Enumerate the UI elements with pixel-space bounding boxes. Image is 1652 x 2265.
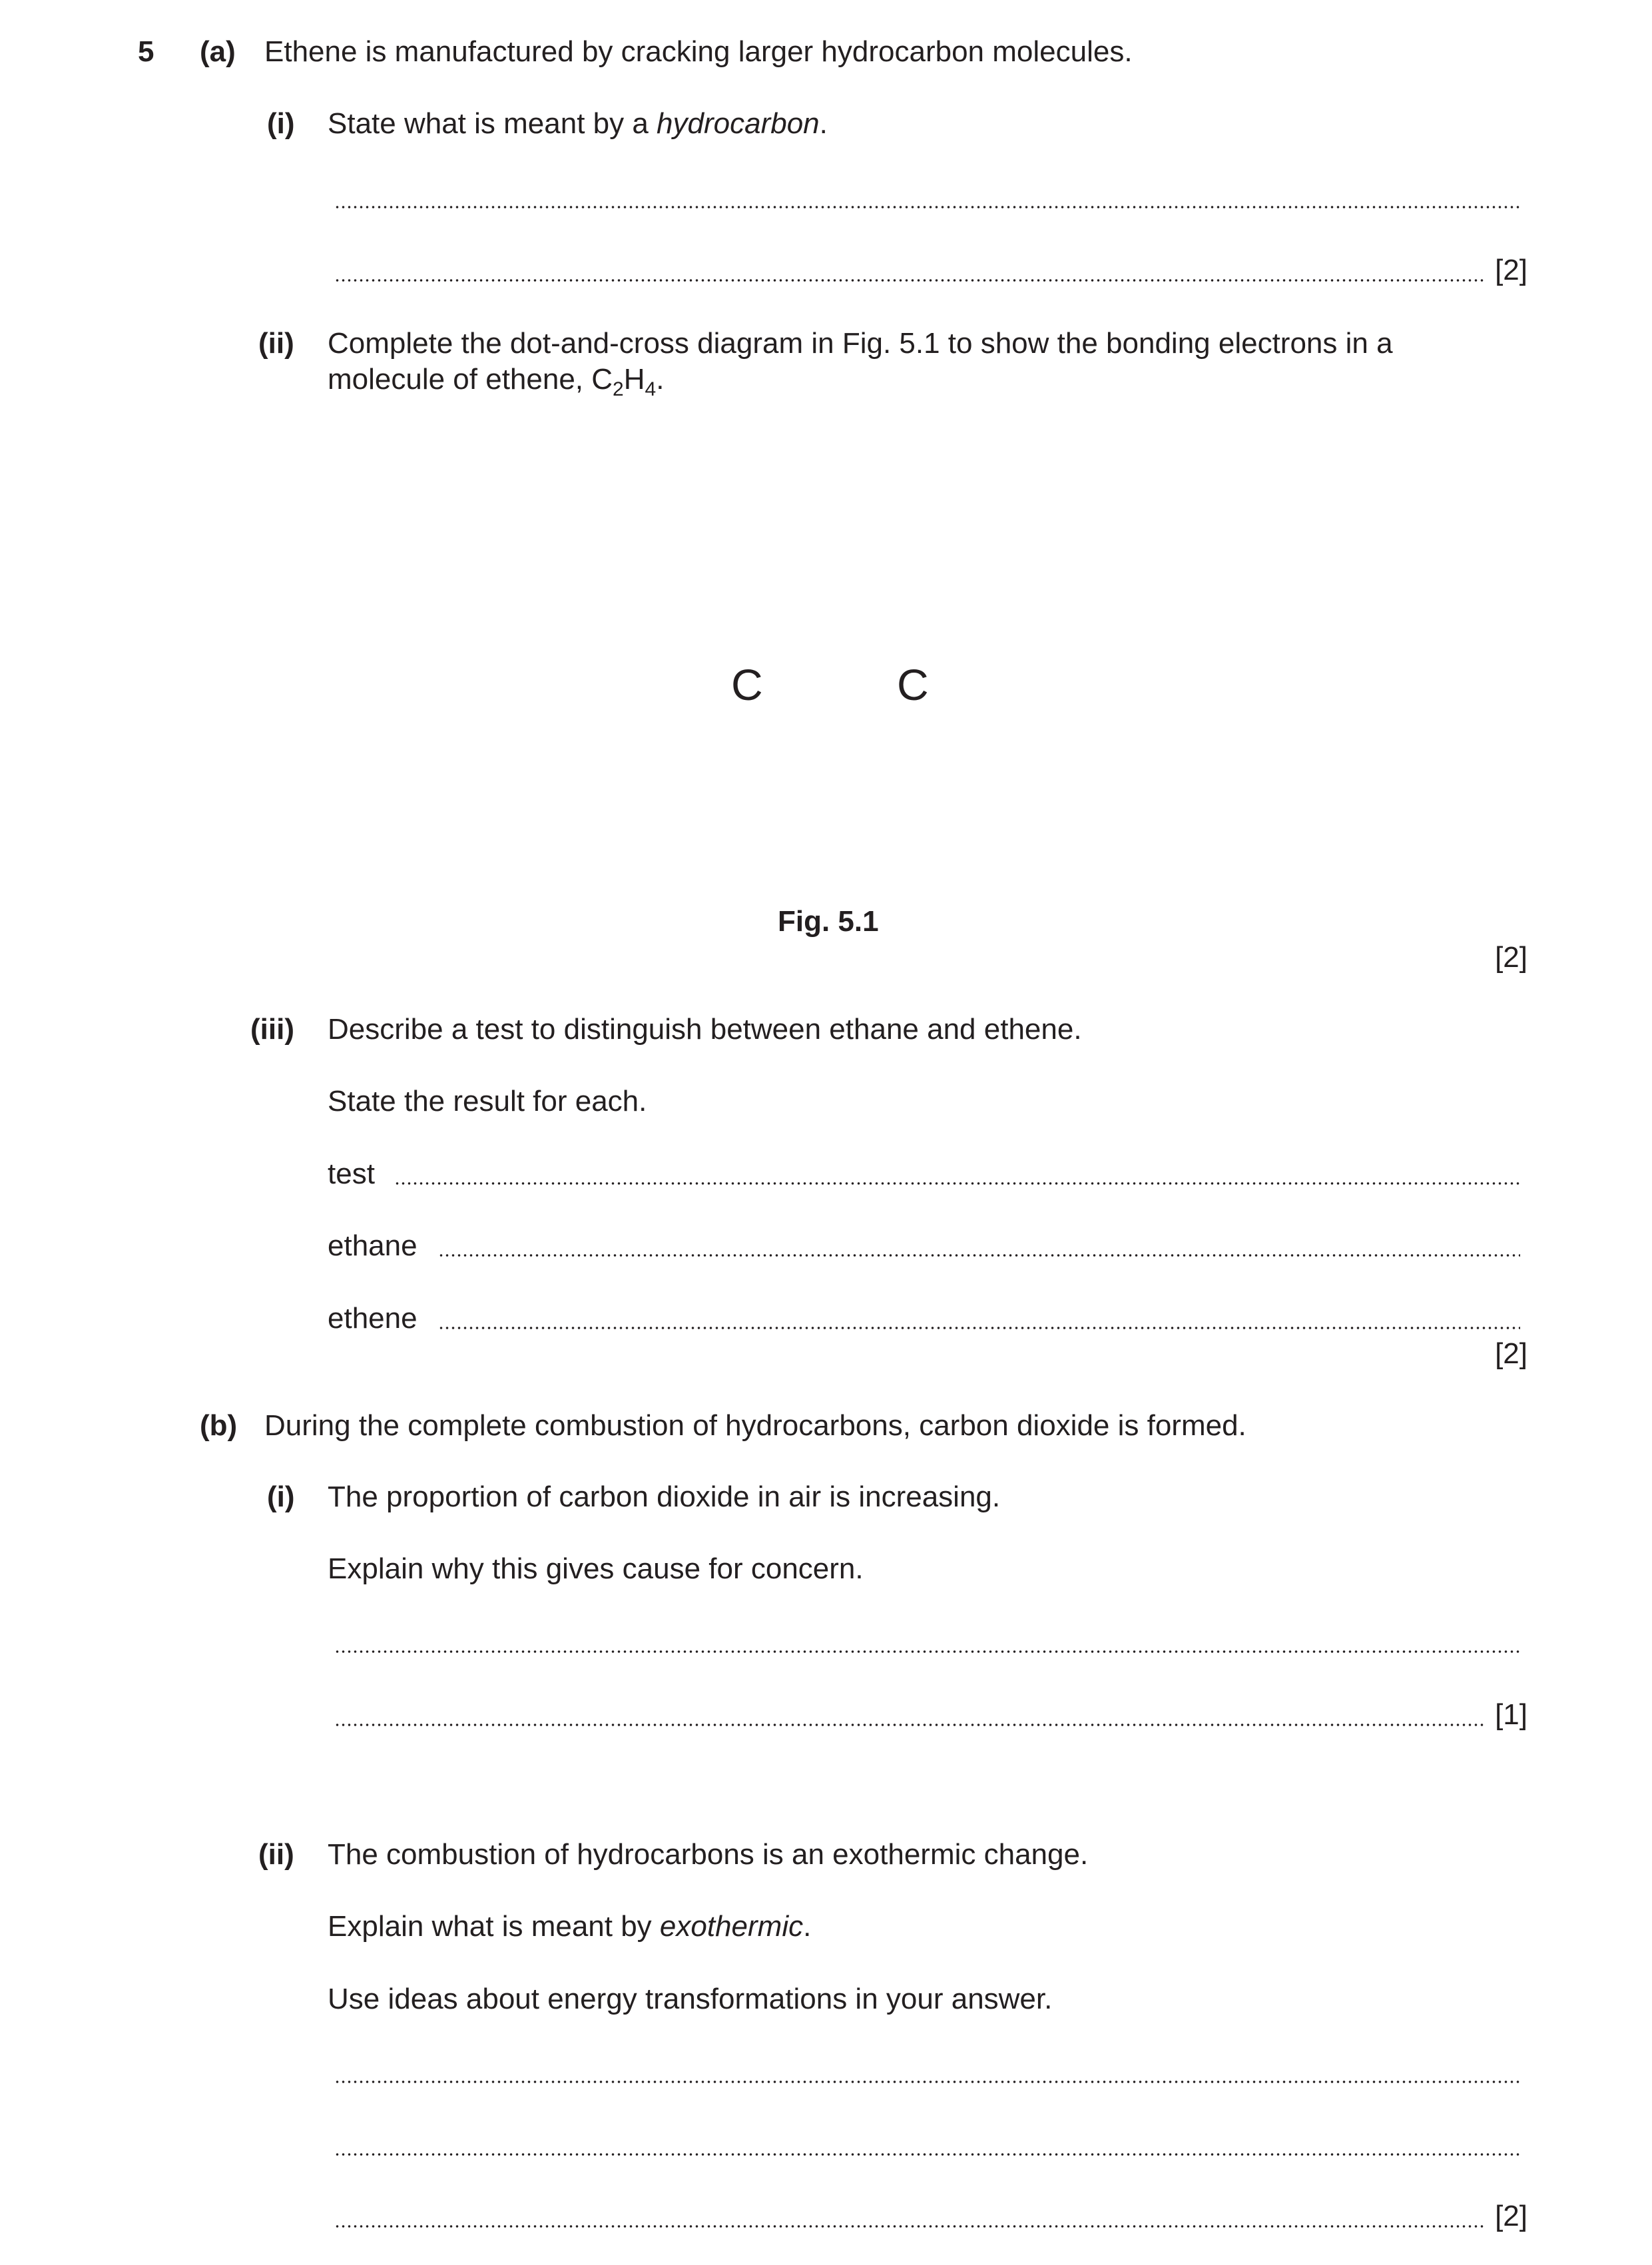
- part-a-ii-text: [328, 326, 1527, 398]
- part-a-iii-instruction: State the result for each.: [328, 1085, 647, 1118]
- part-a-iii-label: (iii): [250, 1013, 294, 1046]
- part-a-i-label: (i): [267, 107, 295, 140]
- part-a-iii-text: Describe a test to distinguish between ethane and ethene.: [328, 1013, 1082, 1046]
- part-b-ii-instruction: Explain what is meant by exothermic.: [328, 1910, 812, 1943]
- answer-line-a-i-1[interactable]: [334, 206, 1520, 208]
- mark-b-ii: [2]: [1495, 2200, 1527, 2232]
- part-a-text: Ethene is manufactured by cracking larger hydrocarbon molecules.: [264, 35, 1133, 68]
- mark-a-i: [2]: [1495, 254, 1527, 286]
- answer-line-test[interactable]: [394, 1182, 1520, 1185]
- answer-line-ethene[interactable]: [438, 1327, 1520, 1329]
- dot-and-cross-diagram[interactable]: [599, 533, 1065, 852]
- answer-line-b-i-1[interactable]: [334, 1650, 1520, 1653]
- test-label: test: [328, 1157, 375, 1190]
- answer-line-ethane[interactable]: [438, 1254, 1520, 1257]
- part-b-ii-hint: Use ideas about energy transformations in your answer.: [328, 1983, 1053, 2015]
- answer-line-b-ii-1[interactable]: [334, 2081, 1520, 2083]
- part-a-ii-line2: molecule of ethene, $C_2H_4$.: [328, 363, 665, 400]
- answer-line-b-ii-2[interactable]: [334, 2153, 1520, 2156]
- answer-line-b-i-2[interactable]: [334, 1724, 1484, 1726]
- carbon-atom-2: C: [897, 660, 929, 709]
- carbon-atom-1: C: [731, 660, 763, 709]
- fig-caption: Fig. 5.1: [778, 905, 879, 938]
- part-a-ii-label: (ii): [258, 327, 294, 360]
- part-b-label: (b): [200, 1409, 238, 1442]
- answer-line-a-i-2[interactable]: [334, 279, 1484, 282]
- term-exothermic: exothermic: [659, 1910, 804, 1943]
- question-number: 5: [138, 35, 154, 68]
- part-a-i-text: State what is meant by a hydrocarbon.: [328, 107, 828, 140]
- mark-a-iii: [2]: [1495, 1337, 1527, 1370]
- part-b-ii-label: (ii): [258, 1838, 294, 1871]
- part-b-i-instruction: Explain why this gives cause for concern.: [328, 1552, 864, 1585]
- ethene-label: ethene: [328, 1302, 417, 1335]
- part-a-ii-line1: Complete the dot-and-cross diagram in Fig. 5.1 to show the bonding electrons in a: [328, 327, 1393, 360]
- part-b-i-label: (i): [267, 1480, 295, 1513]
- mark-a-ii: [2]: [1495, 941, 1527, 974]
- part-a-label: (a): [200, 35, 236, 68]
- answer-line-b-ii-3[interactable]: [334, 2225, 1484, 2228]
- part-b-i-text: The proportion of carbon dioxide in air is increasing.: [328, 1480, 1001, 1513]
- term-hydrocarbon: hydrocarbon: [657, 107, 820, 140]
- part-b-ii-text: The combustion of hydrocarbons is an exothermic change.: [328, 1838, 1089, 1871]
- ethane-label: ethane: [328, 1229, 417, 1262]
- part-b-text: During the complete combustion of hydrocarbons, carbon dioxide is formed.: [264, 1409, 1246, 1442]
- mark-b-i: [1]: [1495, 1698, 1527, 1731]
